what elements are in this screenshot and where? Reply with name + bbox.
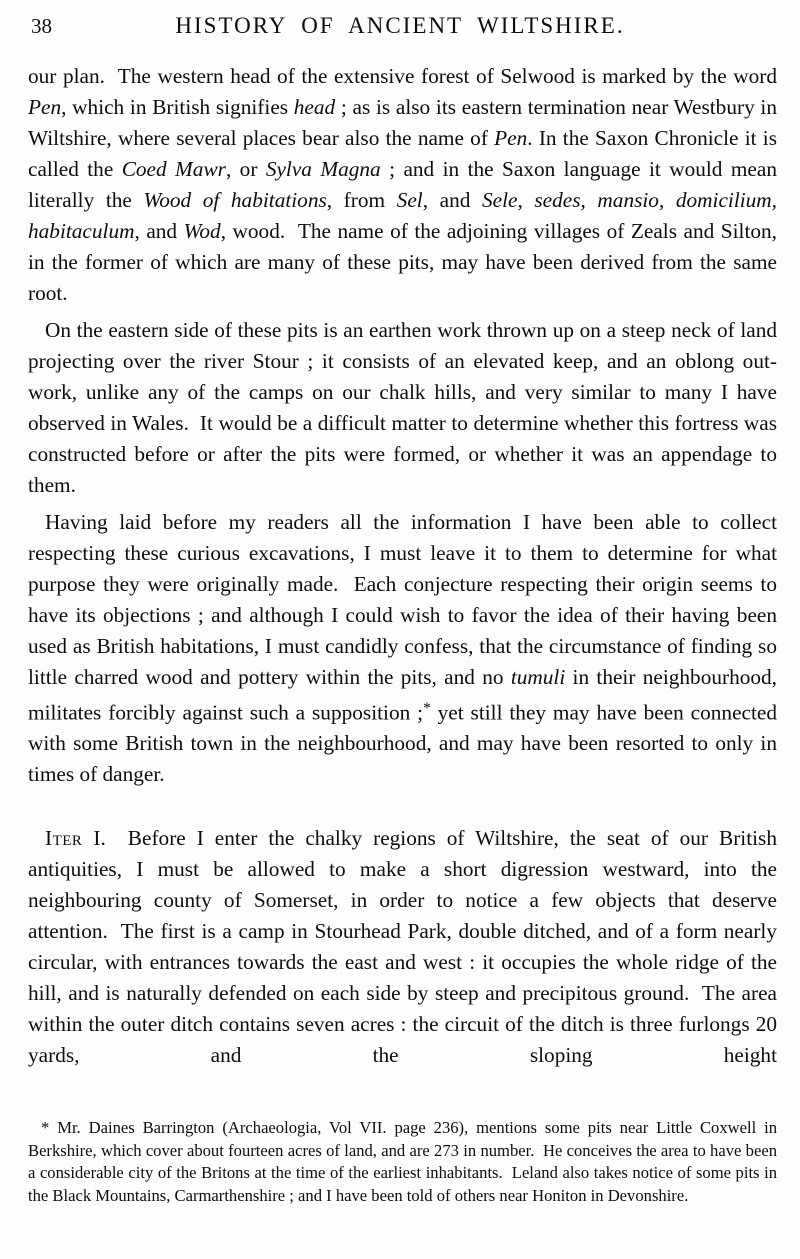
paragraph-conclusion: Having laid before my readers all the information I have been able to collect respecting these curious excavations, I must leave it to them to determine for what purpose they were originally made. Each conjecture respecting their origin seems to have its objections ; and although I could wish to favor the idea of their having been used as British habitations, I must candidly confess, that the circumstance of finding so little charred wood and pottery within the pits, and no tumuli in their neighbourhood, militates forcibly against such a supposition ;* yet still they may have been connected with some British town in the neighbourhood, and may have been resorted to only in times of danger. bbox=[28, 510, 777, 787]
paragraph-earthen-work: On the eastern side of these pits is an earthen work thrown up on a steep neck of land projecting over the river Stour ; it consists of an elevated keep, and an oblong out-work, unlike any of the camps on our chalk hills, and very similar to many I have observed in Wales. It would be a difficult matter to determine whether this fortress was constructed before or after the pits were formed, or whether it was an appendage to them. bbox=[28, 318, 777, 497]
paragraph-iter-1: Iter I. Before I enter the chalky regions of Wiltshire, the seat of our British antiquities, I must be allowed to make a short digression westward, into the neighbouring county of Somerset, in order to notice a few objects that deserve attention. The first is a camp in Stourhead Park, double ditched, and of a form nearly circular, with entrances towards the east and west : it occupies the whole ridge of the hill, and is naturally defended on each side by steep and precipitous ground. The area within the outer ditch contains seven acres : the circuit of the ditch is three furlongs 20 yards, and the sloping height bbox=[28, 826, 777, 1068]
footnote: * Mr. Daines Barrington (Archaeologia, Vol VII. page 236), mentions some pits near Little Coxwell in Berkshire, which cover about fourteen acres of land, and are 273 in number. He conceives the area to have been a considerable city of the Britons at the time of the earliest inhabitants. Leland also takes notice of some pits in the Black Mountains, Carmarthenshire ; and I have been told of others near Honiton in Devonshire. bbox=[28, 1118, 777, 1205]
page-number: 38 bbox=[31, 14, 52, 38]
paragraph-continuation: our plan. The western head of the extensive forest of Selwood is marked by the word Pen, which in British signifies head ; as is also its eastern termination near Westbury in Wiltshire, where several places bear also the name of Pen. In the Saxon Chronicle it is called the Coed Mawr, or Sylva Magna ; and in the Saxon language it would mean literally the Wood of habitations, from Sel, and Sele, sedes, mansio, domicilium, habitaculum, and Wod, wood. The name of the adjoining villages of Zeals and Silton, in the former of which are many of these pits, may have been derived from the same root. bbox=[28, 64, 778, 305]
running-title: HISTORY OF ANCIENT WILTSHIRE. bbox=[175, 13, 625, 38]
page-body bbox=[28, 61, 777, 1077]
